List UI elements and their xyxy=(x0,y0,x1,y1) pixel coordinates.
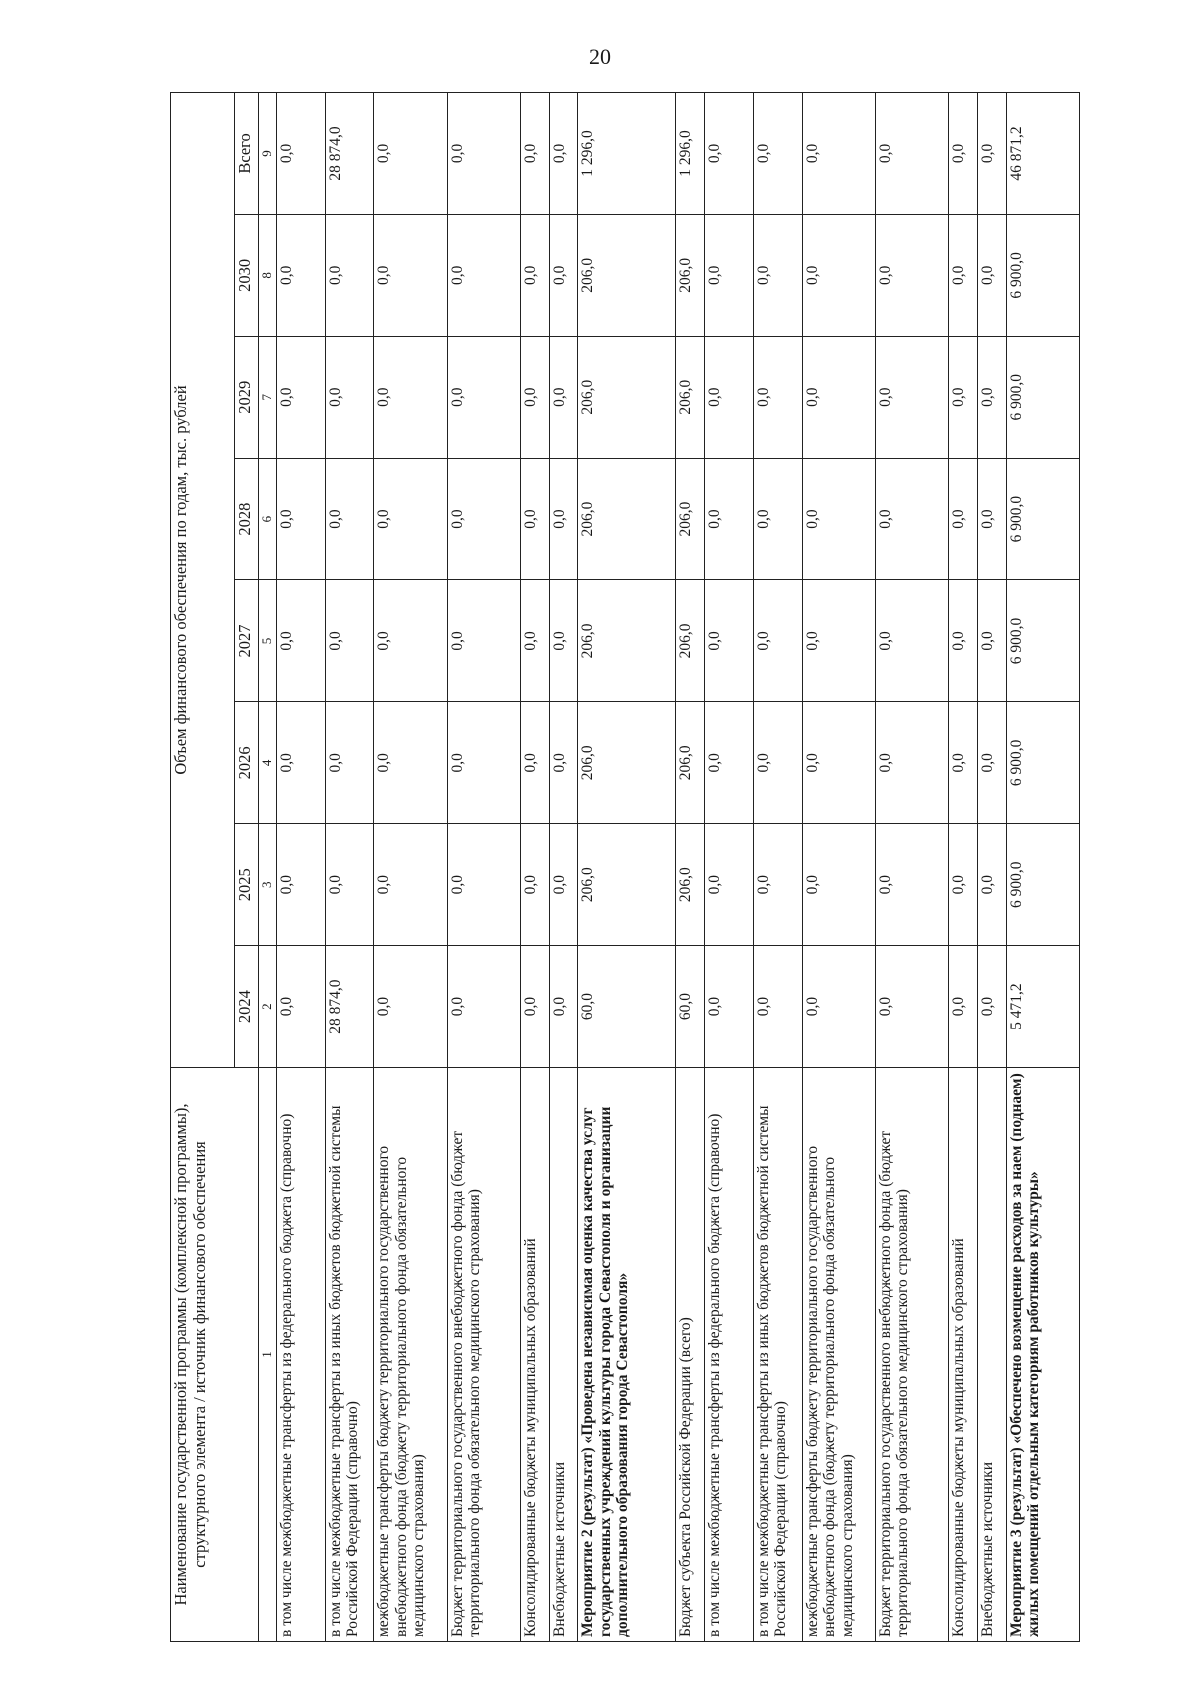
year-value-cell: 60,0 xyxy=(676,946,705,1068)
year-value-cell: 28 874,0 xyxy=(325,946,374,1068)
row-name-cell xyxy=(520,1068,549,1642)
year-value-cell: 6 900,0 xyxy=(1006,580,1079,702)
year-value-cell: 0,0 xyxy=(875,702,948,824)
row-name: в том числе межбюджетные трансферты из иных бюджетов бюджетной системы Российской Федерации (справочно) xyxy=(754,1105,790,1637)
year-header: 2030 xyxy=(235,214,259,336)
row-name: межбюджетные трансферты бюджету территориального государственного внебюджетного фонда (бюджету территориального фонда обязательного медицинского страхования) xyxy=(803,1145,856,1637)
total-value-cell: 0,0 xyxy=(802,93,875,215)
year-value-cell: 0,0 xyxy=(374,702,447,824)
year-value-cell: 0,0 xyxy=(325,824,374,946)
year-value-cell: 5 471,2 xyxy=(1006,946,1079,1068)
total-value-cell: 0,0 xyxy=(276,93,325,215)
column-number: 1 xyxy=(259,1068,277,1642)
total-value-cell: 46 871,2 xyxy=(1006,93,1079,215)
year-value-cell: 0,0 xyxy=(549,580,578,702)
year-value-cell: 0,0 xyxy=(325,336,374,458)
table-row xyxy=(520,93,549,1642)
table-row xyxy=(1006,93,1079,1642)
table-row xyxy=(447,93,520,1642)
year-value-cell: 0,0 xyxy=(520,580,549,702)
year-value-cell: 206,0 xyxy=(676,214,705,336)
year-value-cell: 0,0 xyxy=(753,946,802,1068)
year-value-cell: 0,0 xyxy=(276,702,325,824)
row-name: Мероприятие 3 (результат) «Обеспечено возмещение расходов за наем (поднаем) жилых помещений отдельным категориям работников культуры» xyxy=(1007,1073,1043,1637)
year-value-cell: 206,0 xyxy=(578,214,676,336)
year-value-cell: 0,0 xyxy=(875,214,948,336)
year-value-cell: 0,0 xyxy=(977,458,1006,580)
table-row xyxy=(704,93,753,1642)
column-number: 8 xyxy=(259,214,277,336)
year-value-cell: 0,0 xyxy=(549,946,578,1068)
row-name: Бюджет территориального государственного внебюджетного фонда (бюджет территориального фонда обязательного медицинского страхования) xyxy=(876,1130,912,1637)
year-value-cell: 0,0 xyxy=(447,214,520,336)
table-row xyxy=(676,93,705,1642)
year-value-cell: 0,0 xyxy=(948,946,977,1068)
table-row xyxy=(802,93,875,1642)
row-name-cell xyxy=(977,1068,1006,1642)
row-name-cell xyxy=(374,1068,447,1642)
year-value-cell: 0,0 xyxy=(977,580,1006,702)
year-header: 2029 xyxy=(235,336,259,458)
total-header: Всего xyxy=(235,93,259,215)
year-header: 2027 xyxy=(235,580,259,702)
year-header: 2026 xyxy=(235,702,259,824)
year-value-cell: 0,0 xyxy=(276,946,325,1068)
column-number: 3 xyxy=(259,824,277,946)
year-value-cell: 0,0 xyxy=(374,458,447,580)
year-value-cell: 0,0 xyxy=(520,702,549,824)
year-value-cell: 0,0 xyxy=(325,214,374,336)
row-name-cell xyxy=(578,1068,676,1642)
year-value-cell: 0,0 xyxy=(802,824,875,946)
year-value-cell: 0,0 xyxy=(753,702,802,824)
row-name: Консолидированные бюджеты муниципальных образований xyxy=(949,1238,967,1637)
year-value-cell: 0,0 xyxy=(802,580,875,702)
year-value-cell: 206,0 xyxy=(676,702,705,824)
year-value-cell: 0,0 xyxy=(447,946,520,1068)
year-value-cell: 0,0 xyxy=(977,824,1006,946)
row-name: Внебюджетные источники xyxy=(978,1461,996,1637)
row-name: Бюджет субъекта Российской Федерации (всего) xyxy=(677,1317,695,1637)
year-value-cell: 206,0 xyxy=(578,824,676,946)
year-value-cell: 0,0 xyxy=(948,824,977,946)
year-value-cell: 0,0 xyxy=(276,214,325,336)
year-value-cell: 0,0 xyxy=(977,214,1006,336)
page-number: 20 xyxy=(589,44,611,69)
total-value-cell: 0,0 xyxy=(374,93,447,215)
total-value-cell: 0,0 xyxy=(704,93,753,215)
row-name: Внебюджетные источники xyxy=(550,1461,568,1637)
total-value-cell: 0,0 xyxy=(520,93,549,215)
column-number: 4 xyxy=(259,702,277,824)
row-name-cell xyxy=(802,1068,875,1642)
year-value-cell: 0,0 xyxy=(753,580,802,702)
year-value-cell: 0,0 xyxy=(875,458,948,580)
year-value-cell: 6 900,0 xyxy=(1006,702,1079,824)
year-value-cell: 0,0 xyxy=(704,336,753,458)
year-value-cell: 0,0 xyxy=(802,946,875,1068)
row-name: Бюджет территориального государственного внебюджетного фонда (бюджет территориального фонда обязательного медицинского страхования) xyxy=(448,1130,484,1637)
year-value-cell: 0,0 xyxy=(447,702,520,824)
year-value-cell: 0,0 xyxy=(325,458,374,580)
column-number: 5 xyxy=(259,580,277,702)
year-header: 2024 xyxy=(235,946,259,1068)
year-value-cell: 0,0 xyxy=(447,458,520,580)
year-value-cell: 6 900,0 xyxy=(1006,824,1079,946)
row-name-cell xyxy=(753,1068,802,1642)
year-value-cell: 0,0 xyxy=(704,458,753,580)
year-value-cell: 0,0 xyxy=(549,702,578,824)
total-value-cell: 0,0 xyxy=(948,93,977,215)
table-body xyxy=(276,93,1079,1642)
total-value-cell: 0,0 xyxy=(875,93,948,215)
year-header: 2028 xyxy=(235,458,259,580)
table-row xyxy=(753,93,802,1642)
table-row xyxy=(549,93,578,1642)
header-name: Наименование государственной программы (комплексной программы), структурного элемента / источник финансового обеспечения xyxy=(171,1068,259,1642)
year-value-cell: 0,0 xyxy=(374,214,447,336)
row-name-cell xyxy=(948,1068,977,1642)
header-volume: Объем финансового обеспечения по годам, тыс. рублей xyxy=(171,93,235,1068)
year-value-cell: 0,0 xyxy=(325,580,374,702)
year-value-cell: 0,0 xyxy=(520,458,549,580)
year-value-cell: 0,0 xyxy=(276,580,325,702)
row-name: межбюджетные трансферты бюджету территориального государственного внебюджетного фонда (бюджету территориального фонда обязательного медицинского страхования) xyxy=(375,1145,428,1637)
table-row xyxy=(276,93,325,1642)
year-value-cell: 0,0 xyxy=(374,824,447,946)
year-value-cell: 206,0 xyxy=(676,336,705,458)
year-value-cell: 0,0 xyxy=(948,580,977,702)
year-value-cell: 0,0 xyxy=(447,580,520,702)
year-value-cell: 0,0 xyxy=(753,214,802,336)
year-value-cell: 6 900,0 xyxy=(1006,336,1079,458)
table-row xyxy=(977,93,1006,1642)
table-row xyxy=(948,93,977,1642)
row-name: в том числе межбюджетные трансферты из федерального бюджета (справочно) xyxy=(277,1113,295,1637)
row-name-cell xyxy=(676,1068,705,1642)
year-value-cell: 0,0 xyxy=(948,702,977,824)
year-value-cell: 0,0 xyxy=(374,336,447,458)
year-value-cell: 206,0 xyxy=(578,458,676,580)
row-name-cell xyxy=(1006,1068,1079,1642)
table-row xyxy=(875,93,948,1642)
year-value-cell: 0,0 xyxy=(977,946,1006,1068)
year-value-cell: 0,0 xyxy=(374,946,447,1068)
year-value-cell: 0,0 xyxy=(447,824,520,946)
table-row xyxy=(374,93,447,1642)
year-value-cell: 0,0 xyxy=(977,702,1006,824)
year-value-cell: 0,0 xyxy=(948,336,977,458)
year-value-cell: 0,0 xyxy=(875,824,948,946)
year-value-cell: 0,0 xyxy=(549,336,578,458)
year-value-cell: 0,0 xyxy=(704,946,753,1068)
total-value-cell: 1 296,0 xyxy=(676,93,705,215)
total-value-cell: 28 874,0 xyxy=(325,93,374,215)
year-value-cell: 6 900,0 xyxy=(1006,458,1079,580)
year-value-cell: 206,0 xyxy=(676,458,705,580)
row-name-cell xyxy=(704,1068,753,1642)
year-value-cell: 0,0 xyxy=(325,702,374,824)
year-value-cell: 0,0 xyxy=(753,824,802,946)
table-row xyxy=(325,93,374,1642)
year-value-cell: 60,0 xyxy=(578,946,676,1068)
year-value-cell: 0,0 xyxy=(447,336,520,458)
table-row xyxy=(578,93,676,1642)
total-value-cell: 0,0 xyxy=(753,93,802,215)
row-name-cell xyxy=(325,1068,374,1642)
year-value-cell: 0,0 xyxy=(374,580,447,702)
year-value-cell: 0,0 xyxy=(753,458,802,580)
column-number: 7 xyxy=(259,336,277,458)
year-value-cell: 0,0 xyxy=(977,336,1006,458)
year-value-cell: 0,0 xyxy=(875,336,948,458)
year-value-cell: 0,0 xyxy=(704,702,753,824)
year-value-cell: 0,0 xyxy=(802,458,875,580)
year-value-cell: 0,0 xyxy=(704,580,753,702)
year-value-cell: 0,0 xyxy=(875,946,948,1068)
year-value-cell: 6 900,0 xyxy=(1006,214,1079,336)
year-value-cell: 206,0 xyxy=(578,336,676,458)
total-value-cell: 0,0 xyxy=(549,93,578,215)
year-value-cell: 0,0 xyxy=(802,336,875,458)
year-value-cell: 206,0 xyxy=(578,580,676,702)
year-value-cell: 0,0 xyxy=(276,824,325,946)
column-number: 2 xyxy=(259,946,277,1068)
year-value-cell: 0,0 xyxy=(520,824,549,946)
year-value-cell: 0,0 xyxy=(276,336,325,458)
row-name: Мероприятие 2 (результат) «Проведена независимая оценка качества услуг государственных учреждений культуры города Севастополя и организации дополнительного образования города Севастополя» xyxy=(579,1106,632,1637)
year-value-cell: 0,0 xyxy=(549,824,578,946)
year-value-cell: 0,0 xyxy=(520,336,549,458)
year-value-cell: 0,0 xyxy=(549,214,578,336)
row-name: Консолидированные бюджеты муниципальных образований xyxy=(521,1238,539,1637)
year-value-cell: 206,0 xyxy=(578,702,676,824)
row-name-cell xyxy=(447,1068,520,1642)
year-value-cell: 0,0 xyxy=(276,458,325,580)
year-value-cell: 0,0 xyxy=(802,214,875,336)
total-value-cell: 0,0 xyxy=(977,93,1006,215)
year-value-cell: 0,0 xyxy=(948,458,977,580)
column-number: 9 xyxy=(259,93,277,215)
column-number: 6 xyxy=(259,458,277,580)
year-value-cell: 206,0 xyxy=(676,580,705,702)
row-name-cell xyxy=(875,1068,948,1642)
year-value-cell: 0,0 xyxy=(520,214,549,336)
row-name-cell xyxy=(549,1068,578,1642)
year-value-cell: 206,0 xyxy=(676,824,705,946)
row-name: в том числе межбюджетные трансферты из иных бюджетов бюджетной системы Российской Федерации (справочно) xyxy=(326,1105,361,1637)
year-value-cell: 0,0 xyxy=(520,946,549,1068)
year-value-cell: 0,0 xyxy=(875,580,948,702)
year-value-cell: 0,0 xyxy=(704,824,753,946)
year-value-cell: 0,0 xyxy=(549,458,578,580)
year-value-cell: 0,0 xyxy=(948,214,977,336)
year-header: 2025 xyxy=(235,824,259,946)
financing-table xyxy=(170,92,1080,1642)
rotated-table-container xyxy=(170,92,1080,1642)
row-name-cell xyxy=(276,1068,325,1642)
year-value-cell: 0,0 xyxy=(753,336,802,458)
year-value-cell: 0,0 xyxy=(704,214,753,336)
total-value-cell: 0,0 xyxy=(447,93,520,215)
year-value-cell: 0,0 xyxy=(802,702,875,824)
row-name: в том числе межбюджетные трансферты из федерального бюджета (справочно) xyxy=(705,1113,723,1637)
total-value-cell: 1 296,0 xyxy=(578,93,676,215)
